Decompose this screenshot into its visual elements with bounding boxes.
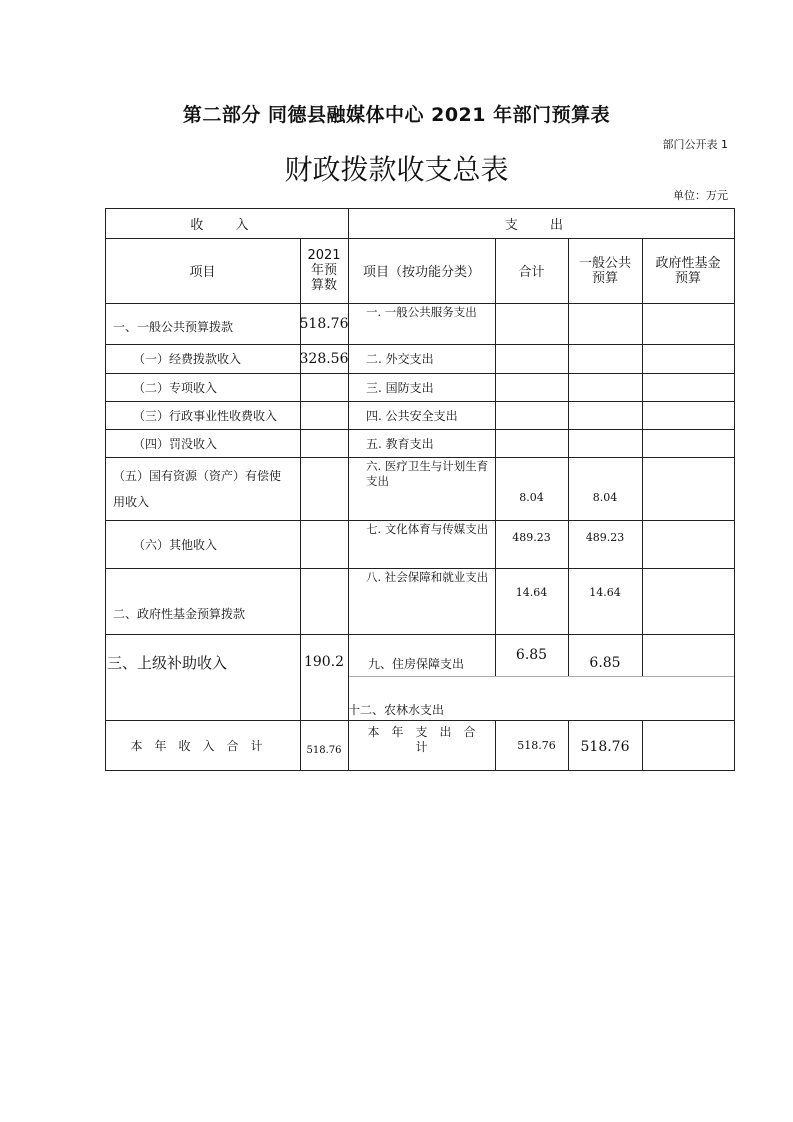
expense-item-header: 项目（按功能分类） bbox=[362, 265, 480, 280]
table-rule bbox=[642, 238, 643, 676]
unit-label: 单位：万元 bbox=[673, 189, 728, 202]
income-row-label: 二、政府性基金预算拨款 bbox=[113, 606, 246, 621]
table-border-right bbox=[734, 208, 735, 771]
expense-row-label: 九、住房保障支出 bbox=[368, 656, 465, 671]
table-title: 财政拨款收支总表 bbox=[284, 153, 509, 186]
expense-row-general: 14.64 bbox=[589, 585, 621, 599]
expense-row-label: 一. 一般公共服务支出 bbox=[366, 305, 477, 319]
expense-row-label: 六. 医疗卫生与计划生育支出 bbox=[366, 459, 489, 488]
income-row-label: （六）其他收入 bbox=[133, 537, 218, 552]
income-total-value: 518.76 bbox=[306, 744, 342, 756]
table-border-bottom bbox=[105, 770, 735, 771]
expense-row-total: 489.23 bbox=[512, 530, 551, 544]
expense-row-label: 十二、农林水支出 bbox=[348, 702, 445, 717]
table-rule bbox=[568, 238, 569, 676]
total-header: 合计 bbox=[518, 265, 545, 280]
income-row-label: （三）行政事业性收费收入 bbox=[133, 408, 278, 423]
table-rule bbox=[348, 676, 735, 677]
income-group-header: 收 入 bbox=[190, 217, 263, 233]
expense-row-total: 6.85 bbox=[515, 647, 548, 663]
income-budget-header: 2021年预算数 bbox=[307, 248, 341, 293]
expense-row-label: 八. 社会保障和就业支出 bbox=[366, 570, 489, 584]
expense-row-label: 三. 国防支出 bbox=[366, 380, 434, 395]
income-row-label: 一、一般公共预算拨款 bbox=[113, 320, 234, 334]
expense-total-value: 518.76 bbox=[517, 738, 556, 752]
fund-budget-header: 政府性基金预算 bbox=[655, 255, 721, 286]
expense-row-label: 四. 公共安全支出 bbox=[366, 408, 458, 423]
general-budget-header: 一般公共预算 bbox=[578, 255, 631, 286]
expense-row-label: 五. 教育支出 bbox=[366, 436, 434, 451]
table-rule bbox=[642, 720, 643, 771]
expense-row-label: 二. 外交支出 bbox=[366, 352, 434, 366]
income-item-header: 项目 bbox=[189, 265, 216, 280]
expense-row-general: 8.04 bbox=[592, 490, 618, 504]
table-rule bbox=[495, 720, 496, 771]
form-code: 部门公开表 1 bbox=[662, 138, 728, 151]
income-row-label: （二）专项收入 bbox=[133, 380, 218, 395]
expense-row-total: 14.64 bbox=[515, 585, 548, 599]
expense-general-total: 518.76 bbox=[580, 739, 630, 755]
expense-row-label: 七. 文化体育与传媒支出 bbox=[366, 522, 489, 536]
expense-row-general: 489.23 bbox=[585, 530, 625, 544]
expense-row-total: 8.04 bbox=[519, 490, 544, 504]
document-title: 第二部分 同德县融媒体中心 2021 年部门预算表 bbox=[182, 104, 611, 126]
income-row-value: 328.56 bbox=[299, 350, 349, 367]
income-total-label: 本年收入合计 bbox=[130, 738, 275, 753]
expense-group-header: 支 出 bbox=[504, 217, 578, 233]
table-rule bbox=[495, 238, 496, 676]
expense-total-label: 本年支出合计 bbox=[367, 725, 488, 754]
income-row-label: （四）罚没收入 bbox=[133, 436, 218, 451]
income-row-value: 518.76 bbox=[299, 315, 349, 332]
expense-row-general: 6.85 bbox=[589, 655, 621, 671]
income-row-label: （一）经费拨款收入 bbox=[133, 352, 242, 366]
income-row-label: 三、上级补助收入 bbox=[107, 654, 228, 672]
income-row-label: （五）国有资源（资产）有偿使用收入 bbox=[113, 468, 282, 509]
income-row-value: 190.2 bbox=[303, 654, 345, 670]
